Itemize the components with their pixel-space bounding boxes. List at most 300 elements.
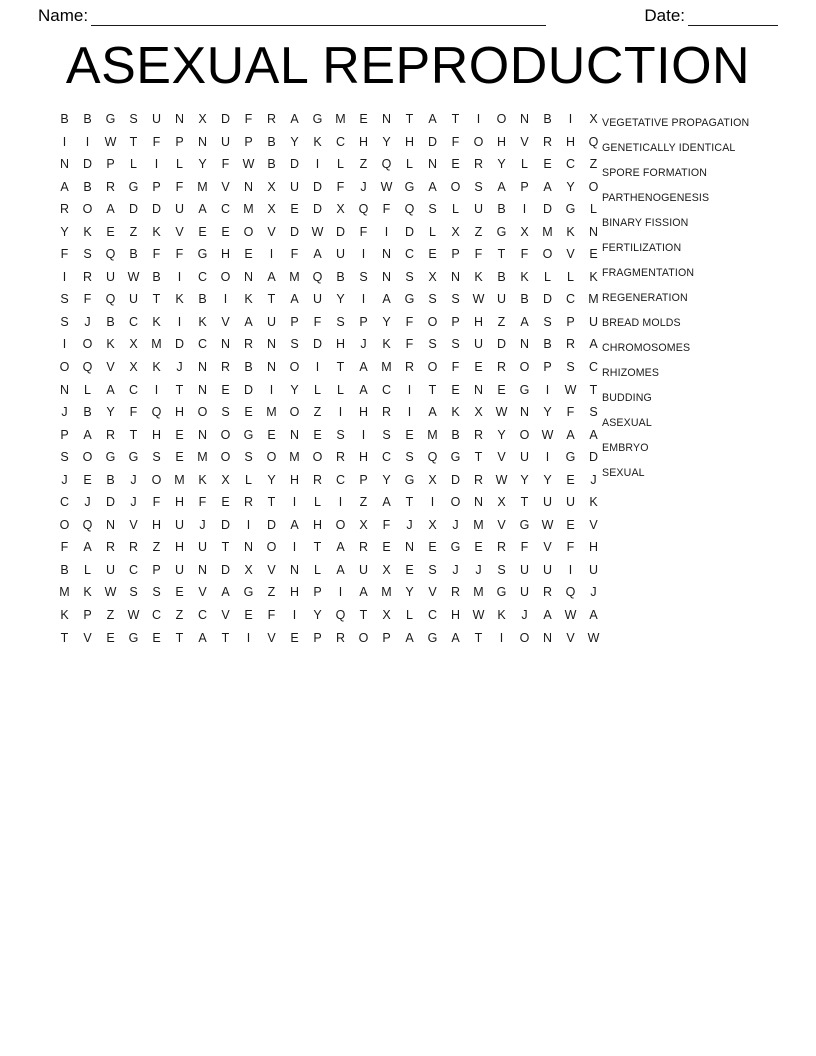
grid-cell[interactable]: A — [83, 540, 92, 555]
grid-cell[interactable]: G — [128, 450, 139, 465]
grid-cell[interactable]: A — [543, 179, 552, 194]
grid-cell[interactable]: N — [473, 495, 484, 510]
grid-cell[interactable]: V — [267, 630, 276, 645]
grid-cell[interactable]: U — [519, 585, 530, 600]
grid-cell[interactable]: H — [335, 337, 346, 352]
grid-cell[interactable]: N — [404, 540, 415, 555]
grid-cell[interactable]: D — [289, 157, 300, 172]
word-list-item[interactable]: GENETICALLY IDENTICAL — [602, 142, 736, 154]
grid-cell[interactable]: S — [451, 292, 460, 307]
grid-cell[interactable]: I — [292, 495, 297, 510]
grid-cell[interactable]: G — [496, 224, 507, 239]
grid-cell[interactable]: X — [428, 517, 437, 532]
grid-cell[interactable]: G — [404, 472, 415, 487]
grid-cell[interactable]: Z — [474, 224, 483, 239]
grid-cell[interactable]: M — [243, 202, 254, 217]
grid-cell[interactable]: N — [519, 405, 530, 420]
grid-cell[interactable]: A — [290, 517, 299, 532]
grid-cell[interactable]: E — [313, 427, 322, 442]
word-list-item[interactable]: FRAGMENTATION — [602, 267, 695, 279]
grid-cell[interactable]: A — [543, 608, 552, 623]
grid-cell[interactable]: F — [566, 405, 575, 420]
grid-cell[interactable]: L — [429, 224, 436, 239]
grid-cell[interactable]: M — [381, 360, 392, 375]
grid-cell[interactable]: W — [564, 608, 577, 623]
grid-cell[interactable]: E — [175, 450, 184, 465]
grid-cell[interactable]: S — [405, 450, 414, 465]
grid-cell[interactable]: U — [496, 292, 507, 307]
grid-cell[interactable]: A — [221, 585, 230, 600]
grid-cell[interactable]: O — [266, 450, 277, 465]
grid-cell[interactable]: T — [405, 495, 414, 510]
grid-cell[interactable]: V — [566, 630, 575, 645]
grid-cell[interactable]: O — [473, 134, 484, 149]
grid-cell[interactable]: N — [105, 517, 116, 532]
grid-cell[interactable]: S — [152, 585, 161, 600]
grid-cell[interactable]: P — [520, 179, 529, 194]
grid-cell[interactable]: P — [175, 134, 184, 149]
grid-cell[interactable]: I — [292, 608, 297, 623]
grid-cell[interactable]: Y — [543, 405, 552, 420]
grid-cell[interactable]: E — [497, 382, 506, 397]
grid-cell[interactable]: V — [497, 450, 506, 465]
grid-cell[interactable]: B — [497, 202, 506, 217]
grid-cell[interactable]: M — [381, 585, 392, 600]
grid-cell[interactable]: H — [565, 134, 576, 149]
grid-cell[interactable]: F — [175, 179, 184, 194]
grid-cell[interactable]: Y — [313, 608, 322, 623]
grid-cell[interactable]: R — [358, 540, 369, 555]
grid-cell[interactable]: I — [407, 382, 412, 397]
grid-cell[interactable]: L — [590, 202, 597, 217]
grid-cell[interactable]: D — [404, 224, 415, 239]
grid-cell[interactable]: F — [175, 247, 184, 262]
grid-cell[interactable]: G — [519, 517, 530, 532]
grid-cell[interactable]: S — [129, 112, 138, 126]
grid-cell[interactable]: I — [85, 134, 90, 149]
grid-cell[interactable]: F — [60, 540, 69, 555]
grid-cell[interactable]: G — [243, 585, 254, 600]
grid-cell[interactable]: F — [221, 157, 230, 172]
grid-cell[interactable]: A — [290, 292, 299, 307]
grid-cell[interactable]: E — [543, 157, 552, 172]
grid-cell[interactable]: P — [359, 314, 368, 329]
grid-cell[interactable]: Q — [105, 292, 116, 307]
grid-cell[interactable]: F — [152, 134, 161, 149]
grid-cell[interactable]: S — [152, 450, 161, 465]
grid-cell[interactable]: T — [267, 292, 276, 307]
grid-cell[interactable]: O — [220, 450, 231, 465]
grid-cell[interactable]: L — [314, 562, 321, 577]
grid-cell[interactable]: C — [565, 292, 576, 307]
grid-cell[interactable]: A — [497, 179, 506, 194]
grid-cell[interactable]: I — [269, 382, 274, 397]
grid-cell[interactable]: P — [244, 134, 253, 149]
grid-cell[interactable]: I — [568, 562, 573, 577]
grid-cell[interactable]: Y — [520, 472, 529, 487]
grid-cell[interactable]: J — [360, 337, 367, 352]
grid-cell[interactable]: N — [450, 269, 461, 284]
grid-cell[interactable]: X — [382, 608, 391, 623]
grid-cell[interactable]: R — [243, 337, 254, 352]
grid-cell[interactable]: H — [496, 134, 507, 149]
grid-cell[interactable]: X — [198, 112, 207, 126]
grid-cell[interactable]: T — [267, 495, 276, 510]
grid-cell[interactable]: B — [451, 427, 460, 442]
grid-cell[interactable]: P — [451, 247, 460, 262]
grid-cell[interactable]: A — [382, 495, 391, 510]
grid-cell[interactable]: B — [83, 405, 92, 420]
grid-cell[interactable]: A — [83, 427, 92, 442]
grid-cell[interactable]: C — [197, 608, 208, 623]
grid-cell[interactable]: R — [243, 495, 254, 510]
grid-cell[interactable]: R — [565, 337, 576, 352]
grid-cell[interactable]: H — [450, 608, 461, 623]
grid-cell[interactable]: F — [382, 517, 391, 532]
grid-cell[interactable]: H — [358, 450, 369, 465]
grid-cell[interactable]: A — [244, 314, 253, 329]
grid-cell[interactable]: M — [266, 405, 277, 420]
grid-cell[interactable]: X — [267, 202, 276, 217]
grid-cell[interactable]: W — [541, 517, 554, 532]
grid-cell[interactable]: L — [84, 382, 91, 397]
grid-cell[interactable]: V — [221, 314, 230, 329]
grid-cell[interactable]: U — [289, 179, 300, 194]
grid-cell[interactable]: S — [359, 269, 368, 284]
grid-cell[interactable]: G — [519, 382, 530, 397]
grid-cell[interactable]: H — [174, 405, 185, 420]
grid-cell[interactable]: O — [151, 472, 162, 487]
grid-cell[interactable]: W — [380, 179, 393, 194]
grid-cell[interactable]: Z — [129, 224, 138, 239]
grid-cell[interactable]: D — [496, 337, 507, 352]
grid-cell[interactable]: T — [428, 382, 437, 397]
grid-cell[interactable]: X — [497, 495, 506, 510]
grid-cell[interactable]: O — [82, 202, 93, 217]
grid-cell[interactable]: X — [336, 202, 345, 217]
grid-cell[interactable]: P — [152, 179, 161, 194]
grid-cell[interactable]: E — [244, 247, 253, 262]
word-list-item[interactable]: ASEXUAL — [602, 417, 652, 429]
grid-cell[interactable]: J — [130, 495, 137, 510]
grid-cell[interactable]: Y — [497, 157, 506, 172]
grid-cell[interactable]: F — [152, 495, 161, 510]
grid-cell[interactable]: A — [313, 247, 322, 262]
grid-cell[interactable]: G — [496, 585, 507, 600]
grid-cell[interactable]: U — [335, 247, 346, 262]
grid-cell[interactable]: V — [267, 224, 276, 239]
word-list-item[interactable]: CHROMOSOMES — [602, 342, 691, 354]
grid-cell[interactable]: X — [267, 179, 276, 194]
grid-cell[interactable]: T — [405, 112, 414, 126]
grid-cell[interactable]: C — [128, 562, 139, 577]
grid-cell[interactable]: L — [406, 157, 413, 172]
grid-cell[interactable]: J — [521, 608, 528, 623]
grid-cell[interactable]: G — [450, 450, 461, 465]
grid-cell[interactable]: J — [84, 314, 91, 329]
grid-cell[interactable]: W — [127, 608, 140, 623]
grid-cell[interactable]: I — [315, 157, 320, 172]
grid-cell[interactable]: O — [450, 179, 461, 194]
grid-cell[interactable]: E — [405, 562, 414, 577]
grid-cell[interactable]: M — [289, 450, 300, 465]
grid-cell[interactable]: F — [566, 540, 575, 555]
grid-cell[interactable]: D — [588, 450, 599, 465]
grid-cell[interactable]: R — [335, 450, 346, 465]
grid-cell[interactable]: L — [567, 269, 574, 284]
grid-cell[interactable]: E — [175, 585, 184, 600]
grid-cell[interactable]: K — [589, 495, 598, 510]
grid-cell[interactable]: S — [428, 202, 437, 217]
grid-cell[interactable]: T — [359, 608, 368, 623]
grid-cell[interactable]: I — [476, 112, 481, 126]
grid-cell[interactable]: G — [105, 112, 116, 126]
grid-cell[interactable]: Y — [198, 157, 207, 172]
grid-cell[interactable]: I — [338, 585, 343, 600]
grid-cell[interactable]: J — [475, 562, 482, 577]
grid-cell[interactable]: Z — [267, 585, 276, 600]
grid-cell[interactable]: S — [382, 427, 391, 442]
grid-cell[interactable]: G — [404, 179, 415, 194]
grid-cell[interactable]: N — [197, 360, 208, 375]
grid-cell[interactable]: F — [60, 247, 69, 262]
grid-cell[interactable]: B — [267, 157, 276, 172]
grid-cell[interactable]: U — [174, 517, 185, 532]
grid-cell[interactable]: B — [497, 269, 506, 284]
grid-cell[interactable]: U — [565, 495, 576, 510]
grid-cell[interactable]: Q — [335, 608, 346, 623]
grid-cell[interactable]: U — [588, 562, 599, 577]
grid-cell[interactable]: J — [590, 472, 597, 487]
grid-cell[interactable]: I — [292, 540, 297, 555]
grid-cell[interactable]: W — [472, 292, 485, 307]
grid-cell[interactable]: E — [290, 630, 299, 645]
grid-cell[interactable]: K — [313, 134, 322, 149]
grid-cell[interactable]: X — [589, 112, 598, 126]
grid-cell[interactable]: Q — [565, 585, 576, 600]
grid-cell[interactable]: M — [427, 427, 438, 442]
word-list-item[interactable]: BREAD MOLDS — [602, 317, 681, 329]
grid-cell[interactable]: I — [545, 382, 550, 397]
grid-cell[interactable]: W — [104, 585, 117, 600]
grid-cell[interactable]: N — [197, 382, 208, 397]
grid-cell[interactable]: I — [384, 224, 389, 239]
grid-cell[interactable]: V — [566, 247, 575, 262]
grid-cell[interactable]: O — [450, 495, 461, 510]
grid-cell[interactable]: U — [542, 495, 553, 510]
grid-cell[interactable]: C — [565, 157, 576, 172]
grid-cell[interactable]: S — [60, 314, 69, 329]
grid-cell[interactable]: R — [473, 472, 484, 487]
grid-cell[interactable]: T — [451, 112, 460, 126]
grid-cell[interactable]: O — [243, 224, 254, 239]
grid-cell[interactable]: I — [361, 292, 366, 307]
grid-cell[interactable]: S — [474, 179, 483, 194]
grid-cell[interactable]: P — [83, 608, 92, 623]
grid-cell[interactable]: P — [60, 427, 69, 442]
grid-cell[interactable]: H — [358, 405, 369, 420]
grid-cell[interactable]: M — [588, 292, 599, 307]
grid-cell[interactable]: F — [198, 495, 207, 510]
grid-cell[interactable]: R — [381, 405, 392, 420]
grid-cell[interactable]: A — [428, 179, 437, 194]
grid-cell[interactable]: I — [177, 314, 182, 329]
grid-cell[interactable]: C — [381, 450, 392, 465]
grid-cell[interactable]: B — [520, 292, 529, 307]
grid-cell[interactable]: D — [542, 292, 553, 307]
grid-cell[interactable]: D — [289, 224, 300, 239]
grid-cell[interactable]: Y — [566, 179, 575, 194]
grid-cell[interactable]: Q — [404, 202, 415, 217]
grid-cell[interactable]: Q — [82, 360, 93, 375]
grid-cell[interactable]: P — [313, 630, 322, 645]
grid-cell[interactable]: N — [243, 269, 254, 284]
grid-cell[interactable]: F — [129, 405, 138, 420]
grid-cell[interactable]: U — [105, 562, 116, 577]
grid-cell[interactable]: O — [519, 427, 530, 442]
grid-cell[interactable]: V — [543, 540, 552, 555]
grid-cell[interactable]: G — [565, 202, 576, 217]
grid-cell[interactable]: E — [566, 472, 575, 487]
grid-cell[interactable]: X — [451, 224, 460, 239]
grid-cell[interactable]: U — [220, 134, 231, 149]
word-list-item[interactable]: REGENERATION — [602, 292, 688, 304]
grid-cell[interactable]: I — [177, 269, 182, 284]
grid-cell[interactable]: U — [266, 314, 277, 329]
grid-cell[interactable]: U — [588, 314, 599, 329]
grid-cell[interactable]: Y — [543, 472, 552, 487]
grid-cell[interactable]: Z — [589, 157, 598, 172]
grid-cell[interactable]: B — [106, 472, 115, 487]
grid-cell[interactable]: X — [221, 472, 230, 487]
grid-cell[interactable]: U — [473, 337, 484, 352]
grid-cell[interactable]: A — [198, 630, 207, 645]
grid-cell[interactable]: H — [312, 517, 323, 532]
grid-cell[interactable]: K — [198, 314, 207, 329]
grid-cell[interactable]: U — [519, 450, 530, 465]
grid-cell[interactable]: T — [129, 134, 138, 149]
grid-cell[interactable]: N — [243, 540, 254, 555]
grid-cell[interactable]: Y — [336, 292, 345, 307]
grid-cell[interactable]: L — [406, 608, 413, 623]
grid-cell[interactable]: I — [361, 247, 366, 262]
grid-cell[interactable]: O — [358, 630, 369, 645]
grid-cell[interactable]: E — [428, 540, 437, 555]
grid-cell[interactable]: Q — [358, 202, 369, 217]
grid-cell[interactable]: O — [266, 540, 277, 555]
grid-cell[interactable]: S — [428, 562, 437, 577]
grid-cell[interactable]: H — [220, 247, 231, 262]
word-list-item[interactable]: FERTILIZATION — [602, 242, 682, 254]
grid-cell[interactable]: R — [59, 202, 70, 217]
grid-cell[interactable]: A — [198, 202, 207, 217]
grid-cell[interactable]: E — [428, 247, 437, 262]
grid-cell[interactable]: H — [404, 134, 415, 149]
grid-cell[interactable]: O — [289, 360, 300, 375]
grid-cell[interactable]: D — [312, 202, 323, 217]
grid-cell[interactable]: T — [313, 540, 322, 555]
grid-cell[interactable]: Z — [359, 157, 368, 172]
grid-cell[interactable]: F — [267, 608, 276, 623]
grid-cell[interactable]: C — [151, 608, 162, 623]
name-input-line[interactable] — [91, 10, 546, 26]
grid-cell[interactable]: O — [82, 450, 93, 465]
grid-cell[interactable]: A — [566, 427, 575, 442]
grid-cell[interactable]: D — [220, 562, 231, 577]
grid-cell[interactable]: I — [62, 269, 67, 284]
grid-cell[interactable]: S — [451, 337, 460, 352]
grid-cell[interactable]: B — [198, 292, 207, 307]
grid-cell[interactable]: S — [589, 405, 598, 420]
grid-cell[interactable]: M — [197, 450, 208, 465]
grid-cell[interactable]: A — [106, 382, 115, 397]
grid-cell[interactable]: R — [404, 360, 415, 375]
grid-cell[interactable]: N — [473, 382, 484, 397]
grid-cell[interactable]: J — [406, 517, 413, 532]
grid-cell[interactable]: A — [290, 112, 299, 126]
grid-cell[interactable]: I — [154, 382, 159, 397]
grid-cell[interactable]: Y — [382, 472, 391, 487]
grid-cell[interactable]: P — [313, 585, 322, 600]
grid-cell[interactable]: P — [290, 314, 299, 329]
grid-cell[interactable]: H — [358, 134, 369, 149]
grid-cell[interactable]: C — [335, 134, 346, 149]
grid-cell[interactable]: T — [589, 382, 598, 397]
grid-cell[interactable]: W — [242, 157, 255, 172]
grid-cell[interactable]: T — [497, 247, 506, 262]
grid-cell[interactable]: D — [220, 517, 231, 532]
grid-cell[interactable]: M — [197, 179, 208, 194]
grid-cell[interactable]: E — [451, 157, 460, 172]
grid-cell[interactable]: D — [335, 224, 346, 239]
grid-cell[interactable]: H — [151, 517, 162, 532]
grid-cell[interactable]: I — [430, 495, 435, 510]
grid-cell[interactable]: K — [497, 608, 506, 623]
grid-cell[interactable]: M — [174, 472, 185, 487]
grid-cell[interactable]: L — [452, 202, 459, 217]
grid-cell[interactable]: F — [474, 247, 483, 262]
grid-cell[interactable]: K — [83, 585, 92, 600]
grid-cell[interactable]: U — [473, 202, 484, 217]
grid-cell[interactable]: B — [543, 112, 552, 126]
grid-cell[interactable]: O — [197, 405, 208, 420]
grid-cell[interactable]: X — [129, 360, 138, 375]
grid-cell[interactable]: L — [314, 495, 321, 510]
grid-cell[interactable]: G — [128, 179, 139, 194]
grid-cell[interactable]: L — [245, 472, 252, 487]
grid-cell[interactable]: D — [266, 517, 277, 532]
grid-cell[interactable]: S — [336, 427, 345, 442]
grid-cell[interactable]: U — [174, 562, 185, 577]
grid-cell[interactable]: U — [105, 269, 116, 284]
grid-cell[interactable]: U — [519, 562, 530, 577]
grid-cell[interactable]: O — [220, 427, 231, 442]
grid-cell[interactable]: R — [105, 179, 116, 194]
grid-cell[interactable]: U — [128, 292, 139, 307]
grid-cell[interactable]: C — [197, 269, 208, 284]
grid-cell[interactable]: V — [175, 224, 184, 239]
grid-cell[interactable]: Z — [175, 608, 184, 623]
grid-cell[interactable]: C — [381, 382, 392, 397]
grid-cell[interactable]: N — [381, 269, 392, 284]
grid-cell[interactable]: U — [197, 540, 208, 555]
grid-cell[interactable]: O — [519, 630, 530, 645]
grid-cell[interactable]: M — [473, 517, 484, 532]
grid-cell[interactable]: C — [197, 337, 208, 352]
grid-cell[interactable]: F — [313, 314, 322, 329]
grid-cell[interactable]: Y — [382, 134, 391, 149]
grid-cell[interactable]: P — [543, 360, 552, 375]
